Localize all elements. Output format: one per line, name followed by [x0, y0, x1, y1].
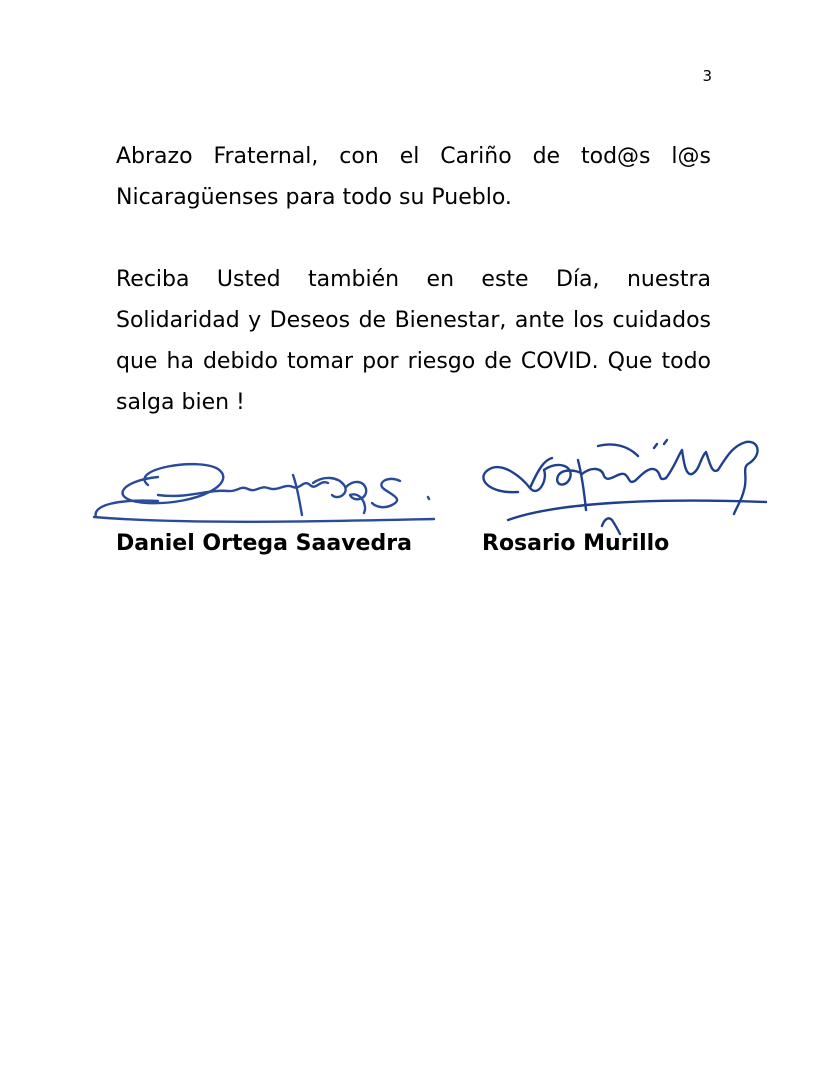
paragraph-greeting [116, 136, 711, 218]
signer-name-2: Rosario Murillo [482, 531, 670, 556]
signer-name-1: Daniel Ortega Saavedra [116, 531, 412, 556]
paragraph-line: Reciba Usted también en este Día, nuestra [116, 267, 711, 292]
paragraph-line: Abrazo Fraternal, con el Cariño de tod@s l@s [116, 144, 711, 169]
signature-rosario-murillo [478, 430, 768, 540]
paragraph-line: Solidaridad y Deseos de Bienestar, ante los cuidados [116, 308, 711, 333]
paragraph-line: salga bien ! [116, 390, 245, 415]
page-number: 3 [702, 67, 712, 85]
signature-daniel-ortega [88, 455, 438, 530]
paragraph-wishes [116, 259, 711, 423]
paragraph-line: Nicaragüenses para todo su Pueblo. [116, 185, 512, 210]
paragraph-line: que ha debido tomar por riesgo de COVID. Que todo [116, 349, 711, 374]
